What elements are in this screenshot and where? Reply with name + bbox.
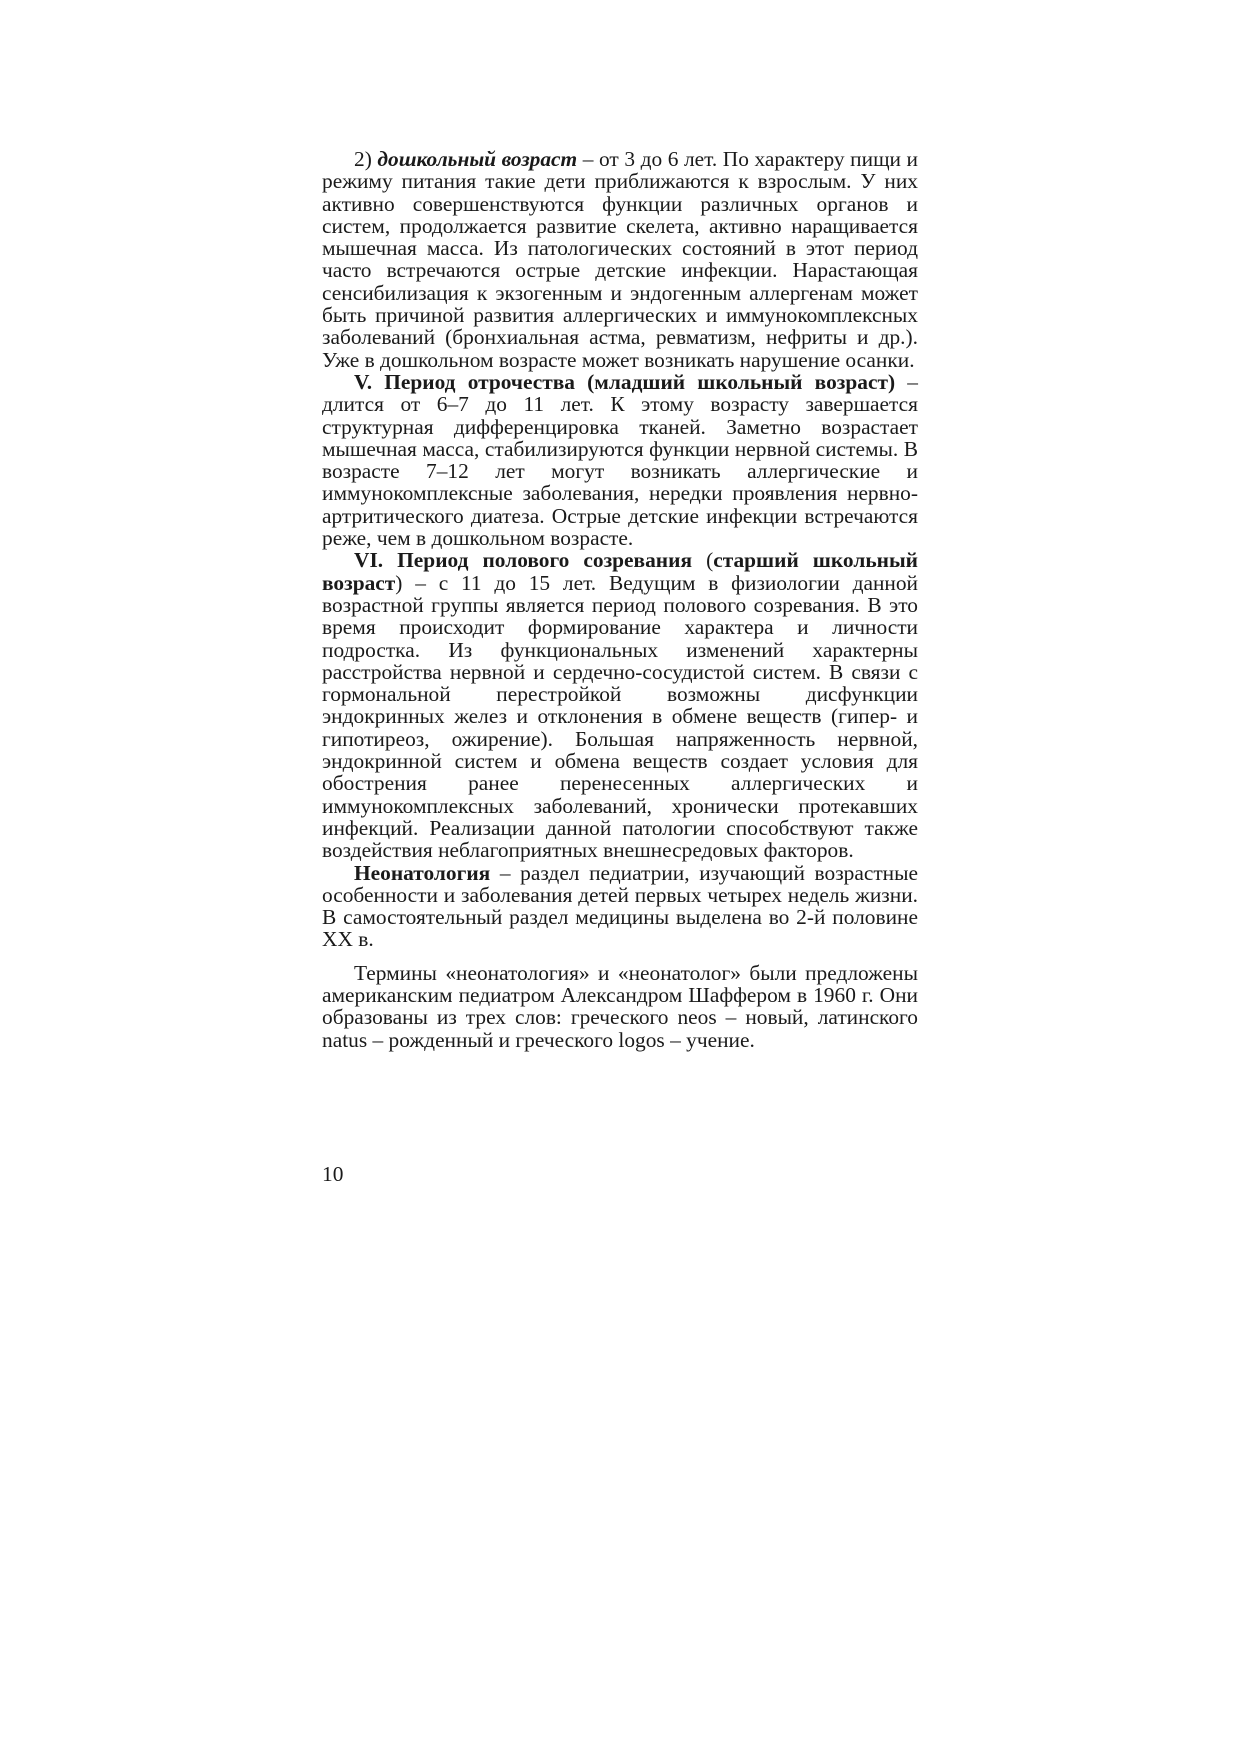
paragraph-text: ) – с 11 до 15 лет. Ведущим в физиологии данной возрастной группы является период полового созревания. В это время происходит формирование характера и личности подростка. Из функциональных изменений характерны расстройства нервной и сердечно-сосудистой систем. В связи с гормональной перестройкой возможны дисфункции эндокринных желез и отклонения в обмене веществ (гипер- и гипотиреоз, ожирение). Большая напряженность нервной, эндокринной систем и обмена веществ создает условия для обострения ранее перенесенных аллергических и иммунокомплексных заболеваний, хронически протекавших инфекций. Реализации данной патологии способствуют также воздействия неблагоприятных внешнесредовых факторов.	[322, 570, 918, 863]
body-text	[322, 148, 918, 1051]
paragraph-text: – от 3 до 6 лет. По характеру пищи и режиму питания такие дети приближаются к взрослым. У них активно совершенствуются функции различных органов и систем, продолжается развитие скелета, активно наращивается мышечная масса. Из патологических состояний в этот период часто встречаются острые детские инфекции. Нарастающая сенсибилизация к экзогенным и эндогенным аллергенам может быть причиной развития аллергических и иммунокомплексных заболеваний (бронхиальная астма, ревматизм, нефриты и др.). Уже в дошкольном возрасте может возникать нарушение осанки.	[322, 147, 919, 372]
paragraph-puberty-period	[322, 549, 918, 861]
term-neonatology: Неонатология	[354, 860, 491, 885]
section-heading-v: V. Период отрочества (младший школьный возраст)	[354, 369, 896, 394]
term-preschool-age: дошкольный возраст	[377, 147, 578, 171]
page-number: 10	[322, 1162, 344, 1186]
list-marker: 2)	[354, 147, 378, 171]
paragraph-text: – длится от 6–7 до 11 лет. К этому возрасту завершается структурная дифференцировка тканей. Заметно возрастает мышечная масса, стабилизируются функции нервной системы. В возрасте 7–12 лет могут возникать аллергические и иммунокомплексные заболевания, нередки проявления нервно-артритического диатеза. Острые детские инфекции встречаются реже, чем в дошкольном возрасте.	[322, 369, 919, 551]
paragraph-terms-origin	[322, 962, 918, 1051]
paragraph-neonatology	[322, 862, 918, 951]
section-heading-vi: VI. Период полового созревания	[354, 548, 693, 573]
paren-open: (	[692, 548, 714, 573]
paragraph-adolescence-period	[322, 371, 918, 549]
section-heading-vi-subtitle: старший школьный возраст	[322, 548, 918, 595]
paragraph-preschool-age	[322, 148, 918, 371]
paragraph-text: – раздел педиатрии, изучающий возрастные особенности и заболевания детей первых четырех недель жизни. В самостоятельный раздел медицины выделена во 2-й половине XX в.	[322, 860, 918, 952]
paragraph-text: Термины «неонатология» и «неонатолог» были предложены американским педиатром Александром Шаффером в 1960 г. Они образованы из трех слов: греческого neos – новый, латинского natus – рожденный и греческого logos – учение.	[322, 960, 918, 1052]
